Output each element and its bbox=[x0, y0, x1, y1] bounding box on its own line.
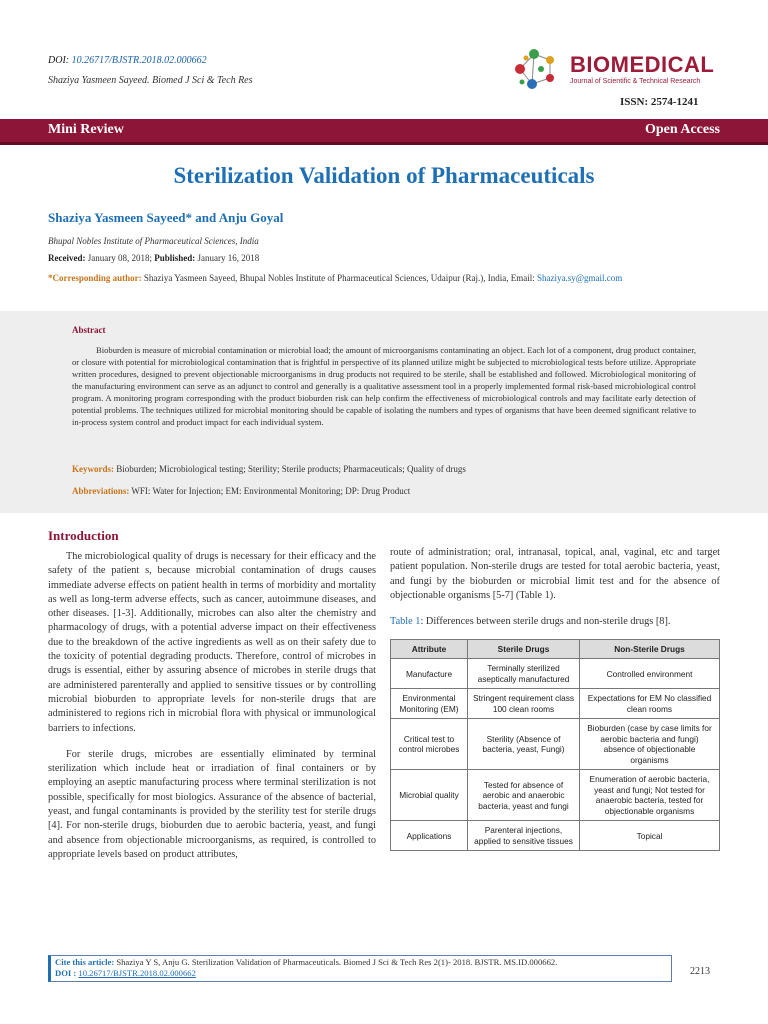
abstract-box bbox=[0, 311, 768, 513]
corresponding-email[interactable]: Shaziya.sy@gmail.com bbox=[537, 273, 623, 283]
article-type-banner bbox=[0, 119, 768, 145]
table-cell: Applications bbox=[391, 821, 468, 851]
corresponding-author bbox=[48, 273, 622, 283]
logo-subtitle: Journal of Scientific & Technical Research bbox=[570, 78, 701, 85]
abstract-body: Bioburden is measure of microbial contamination or microbial load; the amount of microorganisms contaminating an object. Each lot of a component, drug product container, or closure with potential for microbiological contamination that is frightful in perspective of its planned utilize might be subjected to microbiological tests before utilize. Appropriate written procedures, designed to prevent objectionable microorganisms in drug products not required to be sterile, shall be established and followed. Microbiological monitoring of the manufacturing environment can serve as an adjunct to control and generally is a qualitative assessment tool in a properly implemented formal risk-based microbiological control program. A monitoring program corresponding with the product bioburden risk can help confirm the effectiveness of microbiological controls and may facilitate early detection of potential problems. The techniques utilized for microbial monitoring should be capable of isolating the numbers and types of organisms that have been deemed significant relative to in-process system control and product impact for each individual system. bbox=[72, 345, 696, 427]
citation-doi-line bbox=[55, 968, 196, 978]
footer-doi-link[interactable]: 10.26717/BJSTR.2018.02.000662 bbox=[78, 968, 196, 978]
table-cell: Terminally sterilized aseptically manufactured bbox=[468, 659, 580, 689]
received-label: Received: bbox=[48, 253, 86, 263]
running-author: Shaziya Yasmeen Sayeed. bbox=[48, 75, 150, 86]
comparison-table bbox=[390, 639, 720, 851]
keywords-text: Bioburden; Microbiological testing; Sterility; Sterile products; Pharmaceuticals; Quality of drugs bbox=[114, 464, 466, 474]
article-dates bbox=[48, 253, 259, 263]
affiliation: Bhupal Nobles Institute of Pharmaceutical Sciences, India bbox=[48, 236, 259, 246]
corresponding-text: Shaziya Yasmeen Sayeed, Bhupal Nobles Institute of Pharmaceutical Sciences, Udaipur (Raj.), India, Email: bbox=[141, 273, 538, 283]
running-journal: Biomed J Sci & Tech Res bbox=[149, 75, 253, 86]
published-label: Published: bbox=[154, 253, 196, 263]
keywords bbox=[72, 464, 466, 474]
table-row bbox=[391, 659, 720, 689]
article-authors: Shaziya Yasmeen Sayeed* and Anju Goyal bbox=[48, 210, 284, 225]
table-cell: Topical bbox=[580, 821, 720, 851]
table-caption-label[interactable]: Table 1 bbox=[390, 616, 421, 628]
logo-text: BIOMEDICAL bbox=[570, 52, 715, 77]
table-row bbox=[391, 719, 720, 770]
table-cell: Expectations for EM No classified clean rooms bbox=[580, 689, 720, 719]
access-type: Open Access bbox=[644, 122, 720, 137]
journal-logo bbox=[510, 44, 720, 94]
table-caption-text: : Differences between sterile drugs and non-sterile drugs [8]. bbox=[420, 616, 671, 628]
table-cell: Critical test to control microbes bbox=[391, 719, 468, 770]
cite-label: Cite this article: bbox=[55, 957, 115, 967]
table-cell: Environmental Monitoring (EM) bbox=[391, 689, 468, 719]
corresponding-label: *Corresponding author: bbox=[48, 273, 142, 283]
table-row bbox=[391, 689, 720, 719]
article-type: Mini Review bbox=[48, 122, 124, 137]
article-title: Sterilization Validation of Pharmaceuticals bbox=[173, 163, 595, 188]
published-date: January 16, 2018 bbox=[195, 253, 260, 263]
citation-line bbox=[55, 957, 557, 967]
table-header-cell: Sterile Drugs bbox=[468, 640, 580, 659]
table-cell: Microbial quality bbox=[391, 770, 468, 821]
abbreviations-label: Abbreviations: bbox=[72, 486, 130, 496]
table-caption bbox=[390, 615, 720, 629]
table-header-row bbox=[391, 640, 720, 659]
table-row bbox=[391, 821, 720, 851]
received-date: January 08, 2018; bbox=[85, 253, 152, 263]
doi-link[interactable]: 10.26717/BJSTR.2018.02.000662 bbox=[71, 55, 207, 66]
page-number: 2213 bbox=[690, 966, 710, 977]
right-column bbox=[390, 546, 720, 851]
doi-line bbox=[48, 55, 207, 66]
table-header-cell: Non-Sterile Drugs bbox=[580, 640, 720, 659]
table-cell: Controlled environment bbox=[580, 659, 720, 689]
table-cell: Manufacture bbox=[391, 659, 468, 689]
intro-paragraph-1: The microbiological quality of drugs is necessary for their efficacy and the safety of the patient s, because microbial contamination of drugs causes immediate adverse effects on patient health in terms of morbidity and mortality as well as long-term adverse effects, such as cancer, autoimmune diseases, and other diseases. [1-3]. Additionally, microbes can also alter the chemistry and pharmacology of drugs, with a potential adverse impact on their effectiveness due to the breakdown of the active ingredients as well as on their safety due to the toxicity of potential degrading products. Therefore, control of microbes in drugs is essential, either by assuring absence of microbes in sterile drugs that are administered parenterally and applied to sensitive tissues or by controlling microbial bioburden to appropriate levels for non-sterile drugs that are administered to regions rich in microbial flora with physical or immunological barriers to infections. bbox=[48, 551, 376, 734]
abstract-heading: Abstract bbox=[72, 325, 106, 335]
intro-paragraph-3: route of administration; oral, intranasal, topical, anal, vaginal, etc and target patient population. Non-sterile drugs are tested for total aerobic bacteria, yeast, and fungi by the bioburden or microbial limit test and for the absence of objectionable organisms [5-7] (Table 1). bbox=[390, 547, 720, 601]
abbreviations bbox=[72, 486, 410, 496]
molecule-logo-icon bbox=[510, 44, 566, 94]
abbreviations-text: WFI: Water for Injection; EM: Environmental Monitoring; DP: Drug Product bbox=[129, 486, 411, 496]
running-header bbox=[48, 75, 253, 86]
left-column bbox=[48, 528, 376, 874]
table-cell: Parenteral injections, applied to sensitive tissues bbox=[468, 821, 580, 851]
table-cell: Tested for absence of aerobic and anaerobic bacteria, yeast and fungi bbox=[468, 770, 580, 821]
issn: ISSN: 2574-1241 bbox=[620, 96, 699, 108]
keywords-label: Keywords: bbox=[72, 464, 114, 474]
table-cell: Enumeration of aerobic bacteria, yeast and fungi; Not tested for anaerobic bacteria, tested for objectionable organisms bbox=[580, 770, 720, 821]
footer-doi-label: DOI : bbox=[55, 968, 77, 978]
citation-box bbox=[48, 955, 672, 982]
introduction-heading: Introduction bbox=[48, 528, 119, 543]
table-cell: Sterility (Absence of bacteria, yeast, Fungi) bbox=[468, 719, 580, 770]
table-header-cell: Attribute bbox=[391, 640, 468, 659]
table-cell: Stringent requirement class 100 clean rooms bbox=[468, 689, 580, 719]
cite-text: Shaziya Y S, Anju G. Sterilization Validation of Pharmaceuticals. Biomed J Sci & Tech Res 2(1)- 2018. BJSTR. MS.ID.000662. bbox=[114, 957, 558, 967]
table-cell: Bioburden (case by case limits for aerobic bacteria and fungi) absence of objectionable organisms bbox=[580, 719, 720, 770]
intro-paragraph-2: For sterile drugs, microbes are essentially eliminated by terminal sterilization which include heat or irradiation of final containers or by employing an aseptic manufacturing process where terminal sterilization is not possible, specifically for most biologics. Assurance of the absence of bacterial, yeast, and fungal contaminants is provided by the sterility test for sterile drugs [4]. For non-sterile drugs, bioburden due to aerobic bacteria, yeast, and fungi and absence from objectionable microorganisms, as required, is controlled to appropriate levels based on product attributes, bbox=[48, 748, 376, 860]
table-row bbox=[391, 770, 720, 821]
doi-label: DOI: bbox=[48, 55, 70, 66]
